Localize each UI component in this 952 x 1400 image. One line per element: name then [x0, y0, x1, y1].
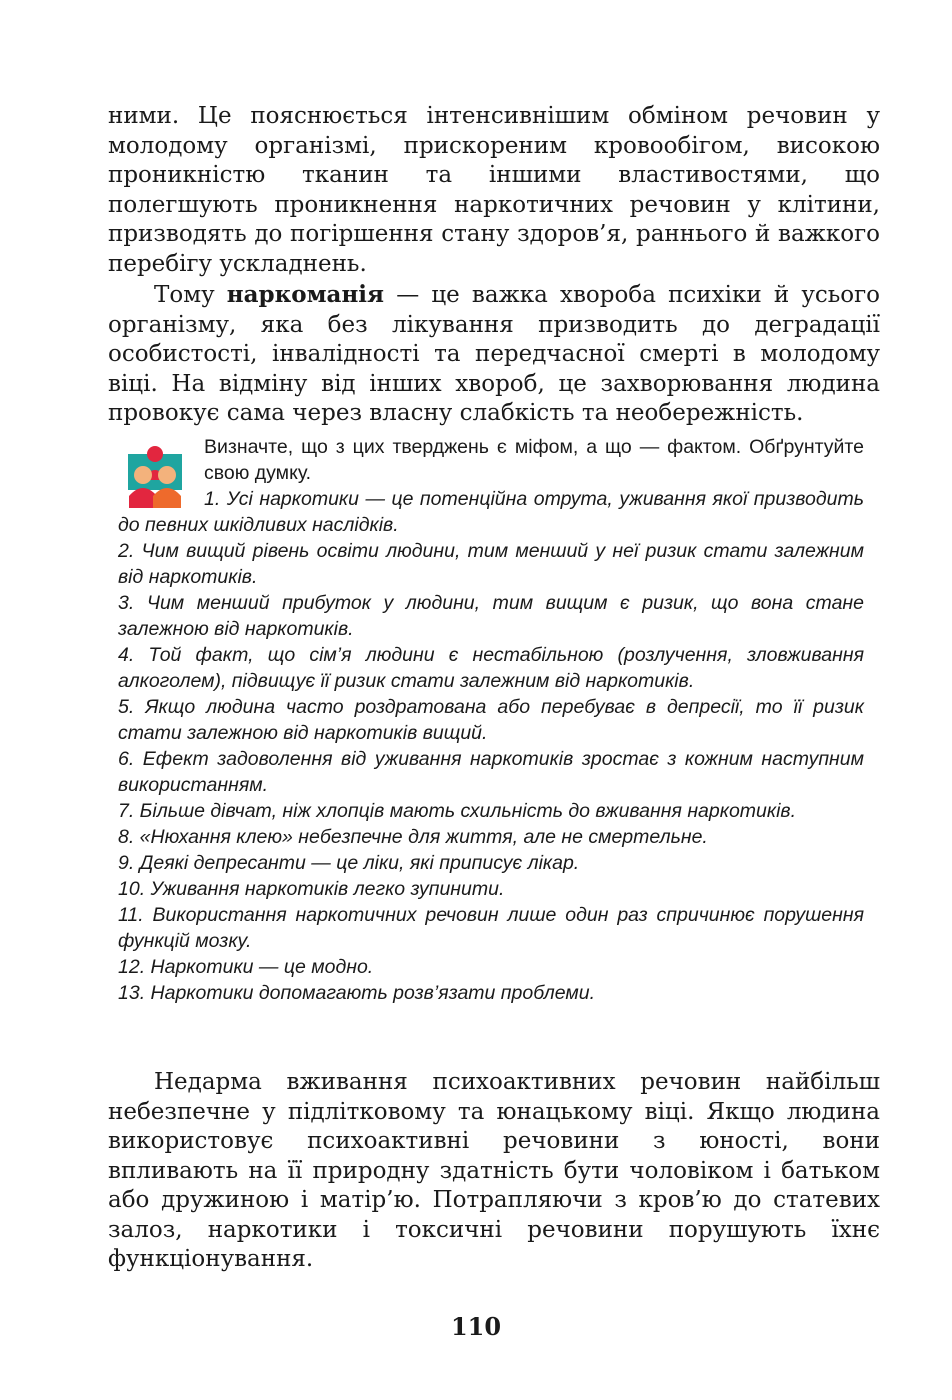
statement-item: 1. Усі наркотики — це потенційна отрута, уживання якої призводить до певних шкідливих наслідків.	[118, 488, 864, 536]
term-narcomania: наркоманія	[226, 281, 385, 308]
statement-item: 7. Більше дівчат, ніж хлопців мають схильність до вживання наркотиків.	[118, 800, 797, 822]
statement-item: 5. Якщо людина часто роздратована або перебуває в депресії, то її ризик стати залежною від наркотиків вищий.	[118, 696, 864, 744]
task-box	[118, 434, 864, 1006]
statement-item: 11. Використання наркотичних речовин лише один раз спричинює порушення функцій мозку.	[118, 904, 864, 952]
statement-item: 6. Ефект задоволення від уживання наркотиків зростає з кожним наступним використанням.	[118, 748, 864, 796]
statement-item: 2. Чим вищий рівень освіти людини, тим менший у неї ризик стати залежним від наркотиків.	[118, 540, 864, 588]
definition-lead: Тому	[154, 282, 227, 308]
statement-item: 13. Наркотики допомагають розв’язати проблеми.	[118, 982, 596, 1004]
definition-paragraph	[108, 280, 880, 429]
task-instruction: Визначте, що з цих тверджень є міфом, а що — фактом. Обґрунтуйте свою думку.	[204, 436, 864, 484]
closing-paragraph	[108, 1068, 880, 1275]
intro-paragraph	[108, 102, 880, 279]
statement-item: 3. Чим менший прибуток у людини, тим вищим є ризик, що вона стане залежною від наркотиків.	[118, 592, 864, 640]
definition-rest: — це важка хвороба психіки й усього організму, яка без лікування призводить до деградації особистості, інвалідності та передчасної смерті в молодому віці. На відміну від інших хвороб, це захворювання людина провокує сама через власну слабкість та необережність.	[108, 282, 881, 426]
statement-item: 8. «Нюхання клею» небезпечне для життя, але не смертельне.	[118, 826, 708, 848]
intro-paragraph-text: ними. Це пояснюється інтенсивнішим обміном речовин у молодому організмі, прискореним кровообігом, високою проникністю тканин та іншими властивостями, що полегшують проникнення наркотичних речовин у клітини, призводять до погіршення стану здоров’я, раннього й важкого перебігу ускладнень.	[108, 103, 880, 277]
statement-item: 9. Деякі депресанти — це ліки, які приписує лікар.	[118, 852, 580, 874]
statement-item: 4. Той факт, що сім’я людини є нестабільною (розлучення, зловживання алкоголем), підвищує її ризик стати залежним від наркотиків.	[118, 644, 864, 692]
closing-paragraph-text: Недарма вживання психоактивних речовин найбільш небезпечне у підлітковому та юнацькому віці. Якщо людина використовує психоактивні речовини з юності, вони впливають на її природну здатність бути чоловіком і батьком або дружиною і матір’ю. Потрапляючи з кров’ю до статевих залоз, наркотики і токсичні речовини порушують їхнє функціонування.	[108, 1069, 880, 1272]
statement-item: 10. Уживання наркотиків легко зупинити.	[118, 878, 505, 900]
statement-item: 12. Наркотики — це модно.	[118, 956, 374, 978]
statements-list	[118, 486, 864, 1006]
page-number: 110	[450, 1312, 502, 1341]
